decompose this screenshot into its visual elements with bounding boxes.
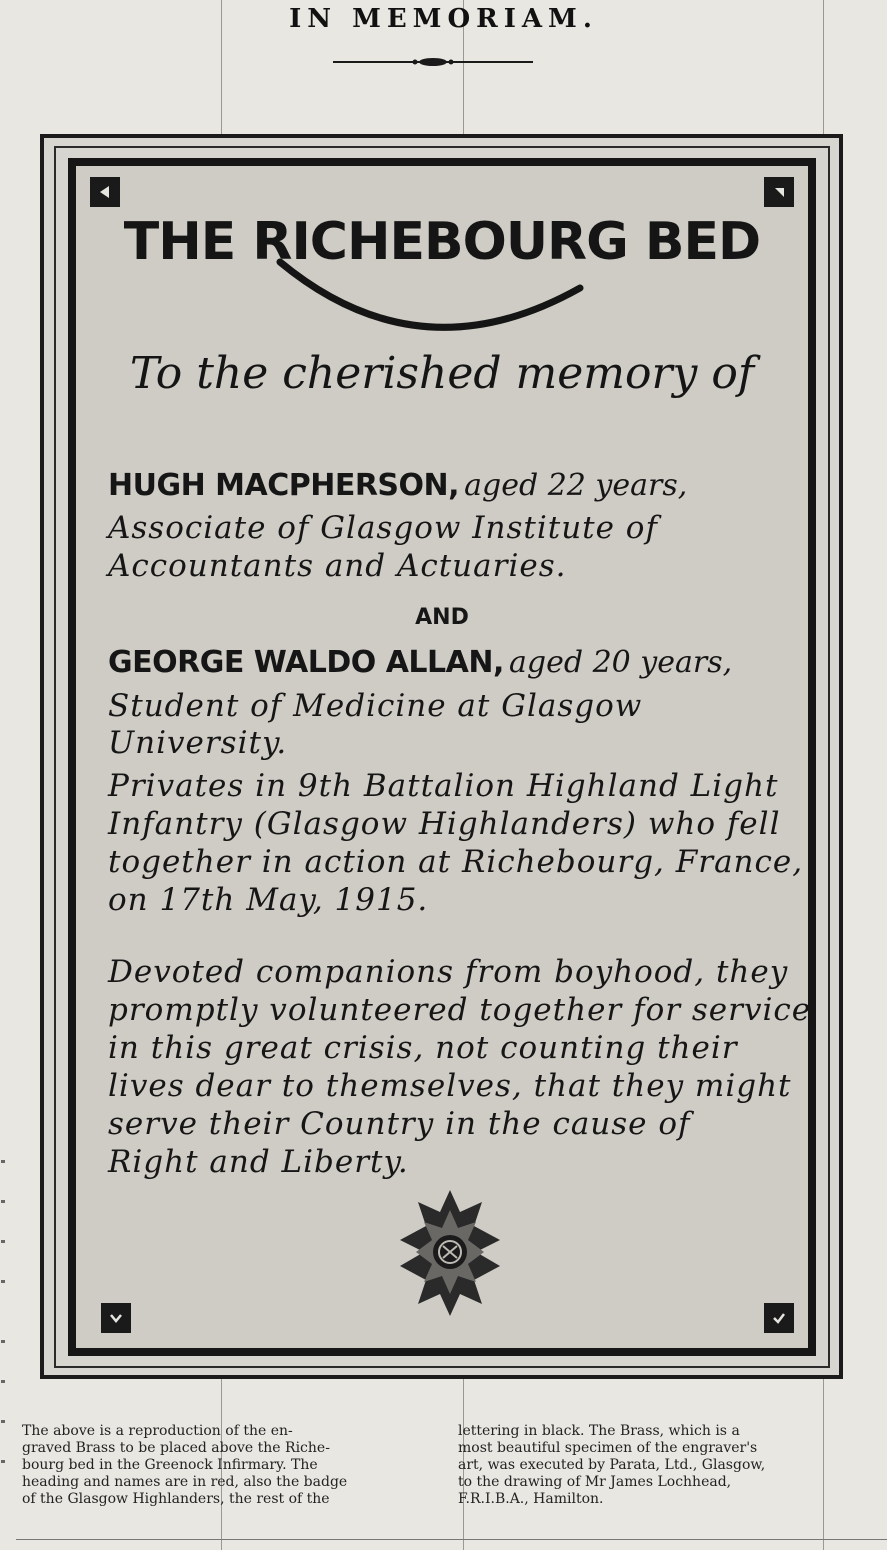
adjacent-column-fragment <box>0 1140 12 1506</box>
first-age: aged 22 years, <box>464 468 688 503</box>
glasgow-highlanders-badge-icon <box>396 1188 504 1318</box>
plaque-title: THE RICHEBOURG BED <box>123 212 761 272</box>
first-name-line <box>108 468 687 503</box>
service-line-2: Infantry (Glasgow Highlanders) who fell <box>108 806 781 842</box>
tribute-line-3: in this great crisis, not counting their <box>108 1030 738 1066</box>
corner-ornament-top-left <box>90 177 120 207</box>
caption-left-column <box>22 1423 440 1508</box>
caption-right-column <box>458 1423 884 1508</box>
tribute-line-1: Devoted companions from boyhood, they <box>108 954 789 990</box>
corner-ornament-bottom-left <box>101 1303 131 1333</box>
dedication-line: To the cherished memory of <box>129 348 755 399</box>
caption-line: The above is a reproduction of the en- <box>22 1423 293 1439</box>
caption-line: bourg bed in the Greenock Infirmary. The <box>22 1457 318 1473</box>
first-name: HUGH MACPHERSON, <box>108 468 460 503</box>
title-swash-ornament <box>270 258 590 348</box>
caption-line: graved Brass to be placed above the Riche- <box>22 1440 330 1456</box>
chevron-down-icon <box>108 1310 124 1326</box>
caption-line: art, was executed by Parata, Ltd., Glasgow, <box>458 1457 766 1473</box>
caption-line: most beautiful specimen of the engraver's <box>458 1440 758 1456</box>
first-desc-line-1: Associate of Glasgow Institute of <box>108 510 658 546</box>
second-age: aged 20 years, <box>508 645 733 680</box>
conjunction: AND <box>415 605 469 630</box>
second-desc-line-1: Student of Medicine at Glasgow <box>108 688 643 724</box>
ornament-divider <box>333 56 533 68</box>
second-name: GEORGE WALDO ALLAN, <box>108 645 504 680</box>
tribute-line-6: Right and Liberty. <box>108 1144 409 1180</box>
section-heading: IN MEMORIAM. <box>289 4 598 34</box>
caption-line: F.R.I.B.A., Hamilton. <box>458 1491 604 1507</box>
caption-line: heading and names are in red, also the badge <box>22 1474 348 1490</box>
corner-ornament-top-right <box>764 177 794 207</box>
first-desc-line-2: Accountants and Actuaries. <box>108 548 567 584</box>
cropped-text-fragment-icon <box>0 1140 8 1500</box>
bottom-rule <box>16 1539 887 1540</box>
service-line-1: Privates in 9th Battalion Highland Light <box>108 768 779 804</box>
caption-line: to the drawing of Mr James Lochhead, <box>458 1474 732 1490</box>
second-name-line <box>108 645 732 680</box>
tribute-line-4: lives dear to themselves, that they might <box>108 1068 792 1104</box>
tribute-line-5: serve their Country in the cause of <box>108 1106 691 1142</box>
caption-line: lettering in black. The Brass, which is a <box>458 1423 740 1439</box>
tribute-line-2: promptly volunteered together for service <box>108 992 812 1028</box>
triangle-corner-icon <box>771 184 787 200</box>
service-line-3: together in action at Richebourg, France, <box>108 844 804 880</box>
caption-line: of the Glasgow Highlanders, the rest of the <box>22 1491 330 1507</box>
second-desc-line-2: University. <box>108 725 288 761</box>
check-icon <box>771 1310 787 1326</box>
corner-ornament-bottom-right <box>764 1303 794 1333</box>
triangle-left-icon <box>97 184 113 200</box>
service-line-4: on 17th May, 1915. <box>108 882 429 918</box>
